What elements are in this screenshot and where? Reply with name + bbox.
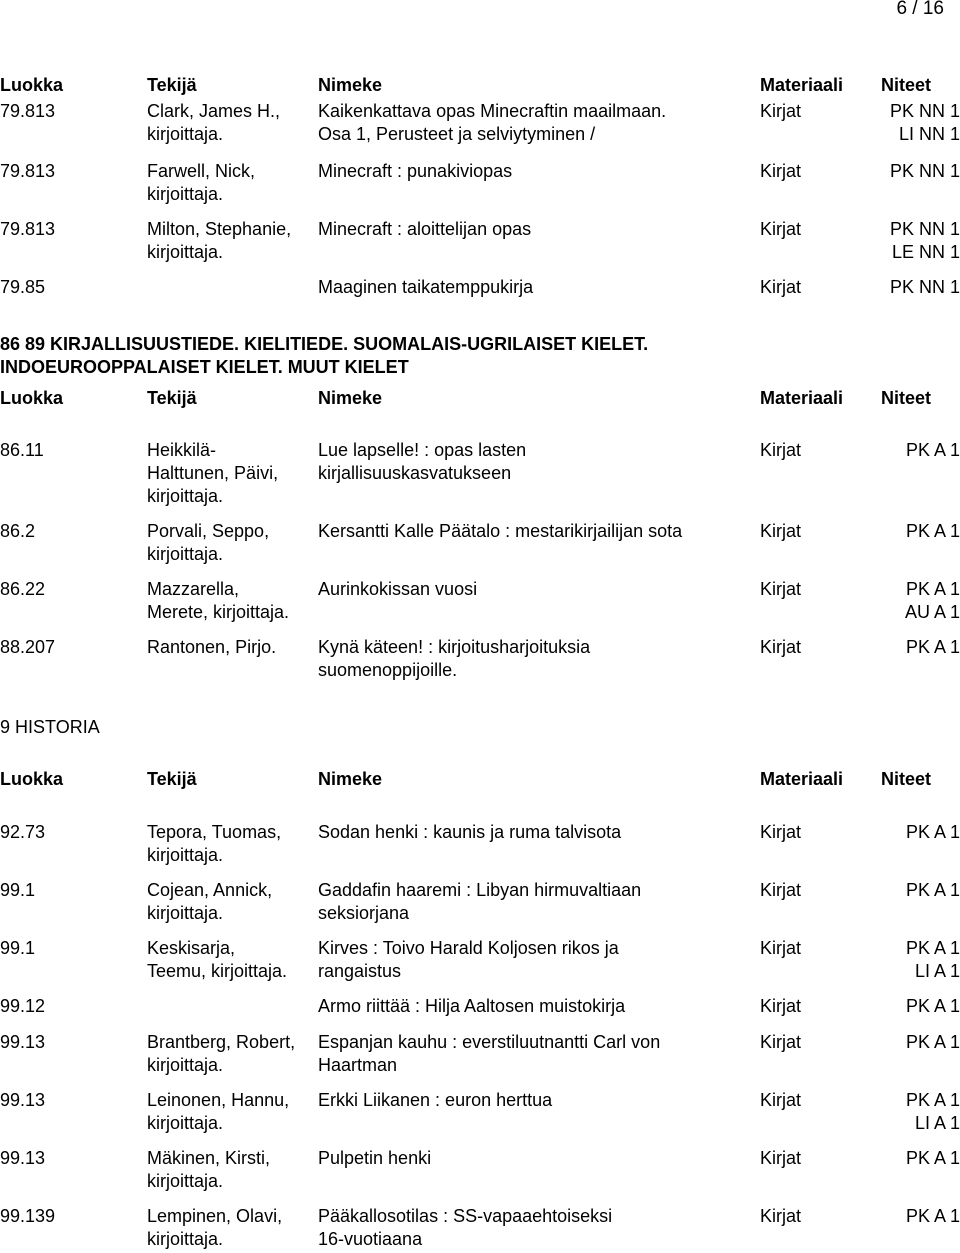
cell-materiaali: Kirjat xyxy=(760,1206,802,1226)
cell-nimeke: Kirves : Toivo Harald Koljosen rikos ja rangaistus xyxy=(318,938,619,981)
cell-luokka: 99.13 xyxy=(0,1090,46,1110)
cell-niteet: PK A 1 xyxy=(905,637,960,657)
cell-nimeke: Armo riittää : Hilja Aaltosen muistokirja xyxy=(318,996,626,1016)
cell-nimeke: Minecraft : aloittelijan opas xyxy=(318,219,532,239)
cell-tekija: Cojean, Annick, kirjoittaja. xyxy=(147,880,273,923)
header-niteet: Niteet xyxy=(881,769,932,789)
cell-nimeke: Kersantti Kalle Päätalo : mestarikirjailijan sota xyxy=(318,521,683,541)
cell-niteet: PK NN 1 LE NN 1 xyxy=(889,219,960,262)
cell-materiaali: Kirjat xyxy=(760,880,802,900)
cell-nimeke: Aurinkokissan vuosi xyxy=(318,579,478,599)
cell-nimeke: Pääkallosotilas : SS-vapaaehtoiseksi 16-vuotiaana xyxy=(318,1206,613,1249)
cell-materiaali: Kirjat xyxy=(760,996,802,1016)
cell-tekija: Clark, James H., kirjoittaja. xyxy=(147,101,281,144)
cell-materiaali: Kirjat xyxy=(760,101,802,121)
cell-materiaali: Kirjat xyxy=(760,219,802,239)
header-niteet: Niteet xyxy=(881,388,932,408)
cell-niteet: PK A 1 xyxy=(905,1148,960,1168)
header-materiaali: Materiaali xyxy=(760,769,844,789)
cell-nimeke: Maaginen taikatemppukirja xyxy=(318,277,534,297)
cell-tekija: Rantonen, Pirjo. xyxy=(147,637,277,657)
cell-niteet: PK A 1 xyxy=(905,521,960,541)
cell-tekija: Mäkinen, Kirsti, kirjoittaja. xyxy=(147,1148,271,1191)
header-luokka: Luokka xyxy=(0,388,64,408)
cell-niteet: PK NN 1 xyxy=(889,277,960,297)
page-number: 6 / 16 xyxy=(896,0,944,19)
cell-luokka: 86.11 xyxy=(0,440,44,460)
cell-luokka: 99.139 xyxy=(0,1206,56,1226)
cell-niteet: PK A 1 xyxy=(905,880,960,900)
cell-luokka: 99.13 xyxy=(0,1148,46,1168)
cell-niteet: PK NN 1 LI NN 1 xyxy=(889,101,960,144)
cell-nimeke: Gaddafin haaremi : Libyan hirmuvaltiaan seksiorjana xyxy=(318,880,642,923)
cell-nimeke: Kynä käteen! : kirjoitusharjoituksia suomenoppijoille. xyxy=(318,637,591,680)
cell-niteet: PK A 1 LI A 1 xyxy=(905,938,960,981)
header-nimeke: Nimeke xyxy=(318,388,383,408)
cell-niteet: PK A 1 LI A 1 xyxy=(905,1090,960,1133)
cell-niteet: PK NN 1 xyxy=(889,161,960,181)
cell-materiaali: Kirjat xyxy=(760,1032,802,1052)
cell-luokka: 79.813 xyxy=(0,161,56,181)
cell-materiaali: Kirjat xyxy=(760,161,802,181)
cell-niteet: PK A 1 xyxy=(905,996,960,1016)
header-luokka: Luokka xyxy=(0,769,64,789)
cell-nimeke: Sodan henki : kaunis ja ruma talvisota xyxy=(318,822,622,842)
cell-niteet: PK A 1 xyxy=(905,1206,960,1226)
cell-luokka: 99.12 xyxy=(0,996,46,1016)
cell-tekija: Keskisarja, Teemu, kirjoittaja. xyxy=(147,938,288,981)
header-luokka: Luokka xyxy=(0,75,64,95)
header-nimeke: Nimeke xyxy=(318,75,383,95)
cell-nimeke: Minecraft : punakiviopas xyxy=(318,161,513,181)
cell-materiaali: Kirjat xyxy=(760,1148,802,1168)
cell-luokka: 92.73 xyxy=(0,822,46,842)
header-tekija: Tekijä xyxy=(147,769,197,789)
cell-nimeke: Erkki Liikanen : euron herttua xyxy=(318,1090,553,1110)
cell-tekija: Heikkilä- Halttunen, Päivi, kirjoittaja. xyxy=(147,440,279,506)
header-nimeke: Nimeke xyxy=(318,769,383,789)
cell-tekija: Leinonen, Hannu, kirjoittaja. xyxy=(147,1090,290,1133)
cell-niteet: PK A 1 xyxy=(905,822,960,842)
cell-luokka: 86.22 xyxy=(0,579,46,599)
cell-nimeke: Espanjan kauhu : everstiluutnantti Carl von Haartman xyxy=(318,1032,661,1075)
cell-tekija: Brantberg, Robert, kirjoittaja. xyxy=(147,1032,296,1075)
cell-materiaali: Kirjat xyxy=(760,1090,802,1110)
cell-nimeke: Pulpetin henki xyxy=(318,1148,432,1168)
cell-nimeke: Lue lapselle! : opas lasten kirjallisuuskasvatukseen xyxy=(318,440,527,483)
cell-materiaali: Kirjat xyxy=(760,822,802,842)
header-tekija: Tekijä xyxy=(147,388,197,408)
cell-nimeke: Kaikenkattava opas Minecraftin maailmaan. Osa 1, Perusteet ja selviytyminen / xyxy=(318,101,667,144)
header-niteet: Niteet xyxy=(881,75,932,95)
cell-materiaali: Kirjat xyxy=(760,521,802,541)
cell-tekija: Milton, Stephanie, kirjoittaja. xyxy=(147,219,292,262)
cell-tekija: Tepora, Tuomas, kirjoittaja. xyxy=(147,822,282,865)
cell-luokka: 86.2 xyxy=(0,521,36,541)
cell-materiaali: Kirjat xyxy=(760,637,802,657)
cell-luokka: 79.813 xyxy=(0,219,56,239)
cell-tekija: Porvali, Seppo, kirjoittaja. xyxy=(147,521,270,564)
cell-materiaali: Kirjat xyxy=(760,579,802,599)
cell-tekija: Lempinen, Olavi, kirjoittaja. xyxy=(147,1206,283,1249)
section-title-kirjallisuus: 86 89 KIRJALLISUUSTIEDE. KIELITIEDE. SUOMALAIS-UGRILAISET KIELET. INDOEUROOPPALAISET KIELET. MUUT KIELET xyxy=(0,334,649,377)
cell-luokka: 99.1 xyxy=(0,938,36,958)
cell-luokka: 79.85 xyxy=(0,277,46,297)
cell-niteet: PK A 1 xyxy=(905,440,960,460)
header-materiaali: Materiaali xyxy=(760,75,844,95)
cell-materiaali: Kirjat xyxy=(760,277,802,297)
cell-luokka: 99.1 xyxy=(0,880,36,900)
cell-luokka: 79.813 xyxy=(0,101,56,121)
header-tekija: Tekijä xyxy=(147,75,197,95)
cell-tekija: Farwell, Nick, kirjoittaja. xyxy=(147,161,256,204)
header-materiaali: Materiaali xyxy=(760,388,844,408)
cell-materiaali: Kirjat xyxy=(760,938,802,958)
cell-luokka: 99.13 xyxy=(0,1032,46,1052)
section-title-historia: 9 HISTORIA xyxy=(0,717,100,737)
cell-niteet: PK A 1 AU A 1 xyxy=(904,579,960,622)
cell-tekija: Mazzarella, Merete, kirjoittaja. xyxy=(147,579,290,622)
cell-niteet: PK A 1 xyxy=(905,1032,960,1052)
cell-luokka: 88.207 xyxy=(0,637,56,657)
cell-materiaali: Kirjat xyxy=(760,440,802,460)
